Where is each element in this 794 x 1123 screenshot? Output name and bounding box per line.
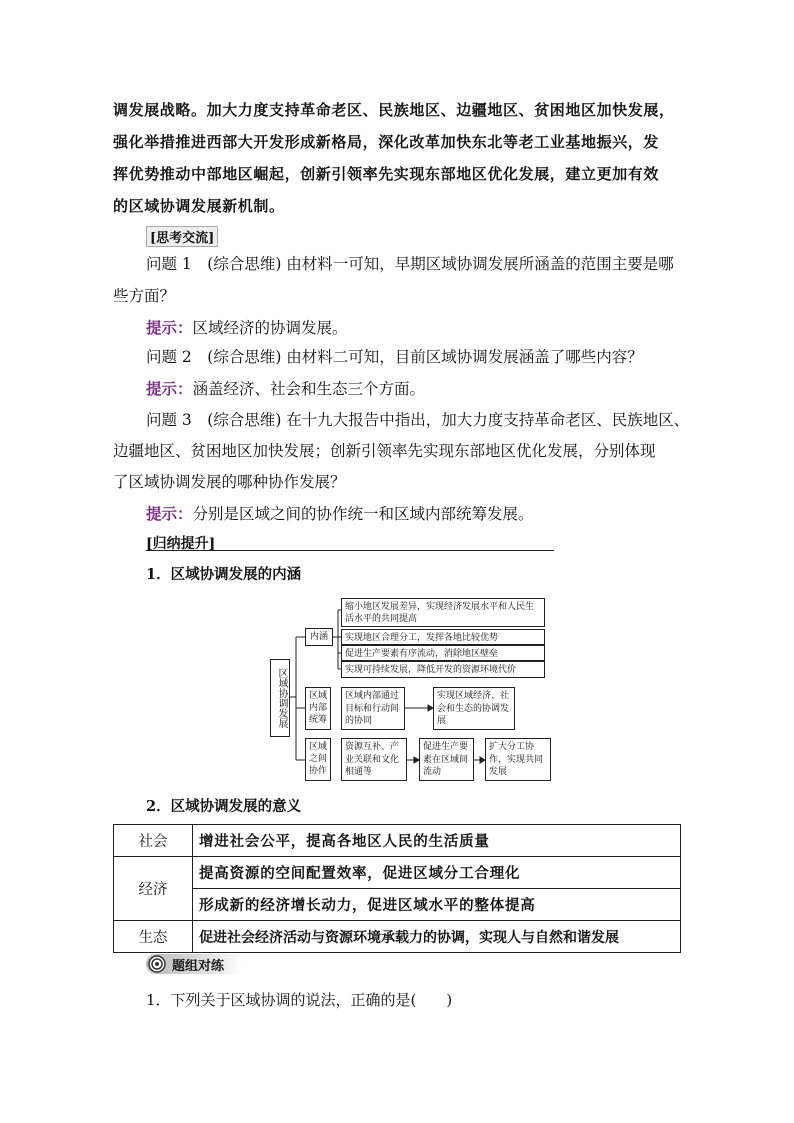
practice-badge-label: 题组对练 — [172, 959, 225, 974]
table-row — [114, 825, 681, 857]
intro-line: 的区域协调发展新机制。 — [113, 197, 285, 215]
diagram-item: 促进生产要素有序流动，消除地区壁垒 — [341, 645, 545, 661]
hint-label: 提示： — [146, 504, 193, 523]
hint-1 — [146, 316, 348, 338]
summary-tag: [归纳提升] — [146, 536, 216, 552]
table-cell-text: 形成新的经济增长动力，促进区域水平的整体提高 — [193, 889, 681, 921]
question-3-cont: 了区域协调发展的哪种协作发展？ — [113, 473, 346, 491]
question-2: 问题 2 (综合思维) 由材料二可知，目前区域协调发展涵盖了哪些内容？ — [146, 348, 643, 366]
hint-3 — [146, 502, 534, 524]
diagram-between-flow: 促进生产要素在区域间流动 — [419, 738, 474, 781]
diagram-item: 缩小地区发展差异，实现经济发展水平和人民生活水平的共同提高 — [341, 598, 545, 627]
table-cell-category: 生态 — [114, 921, 193, 953]
diagram-between-result: 扩大分工协作，实现共同发展 — [485, 738, 551, 781]
diagram-branch-internal: 区域内部统筹 — [305, 687, 331, 730]
hint-label: 提示： — [146, 318, 193, 337]
table-cell-category: 经济 — [114, 857, 193, 921]
hint-2 — [146, 377, 425, 399]
question-3-cont: 边疆地区、贫困地区加快发展；创新引领率先实现东部地区优化发展，分别体现 — [113, 442, 656, 460]
diagram-internal-method: 区域内部通过目标和行动间的协同 — [341, 687, 405, 730]
diagram-item: 实现地区合理分工，发挥各地比较优势 — [341, 629, 545, 645]
diagram-between-basis: 资源互补、产业关联和文化相通等 — [341, 738, 407, 781]
table-cell-text: 增进社会公平，提高各地区人民的生活质量 — [193, 825, 681, 857]
diagram-branch-between: 区域之间协作 — [305, 738, 331, 781]
hint-text: 涵盖经济、社会和生态三个方面。 — [192, 380, 426, 398]
table-cell-text: 促进社会经济活动与资源环境承载力的协调，实现人与自然和谐发展 — [193, 921, 681, 953]
table-row — [114, 889, 681, 921]
diagram-root: 区域协调发展 — [270, 659, 290, 737]
table-cell-text: 提高资源的空间配置效率，促进区域分工合理化 — [193, 857, 681, 889]
intro-paragraph — [113, 94, 683, 222]
hint-text: 分别是区域之间的协作统一和区域内部统筹发展。 — [192, 505, 534, 523]
diagram-internal-result: 实现区域经济、社会和生态的协调发展 — [433, 687, 515, 730]
summary-rule — [146, 550, 554, 551]
hint-label: 提示： — [146, 379, 193, 398]
table-row — [114, 921, 681, 953]
practice-badge — [146, 954, 242, 974]
intro-line: 强化举措推进西部大开发形成新格局，深化改革加快东北等老工业基地振兴，发 — [113, 133, 660, 151]
diagram-item: 实现可持续发展，降低开发的资源环境代价 — [341, 661, 545, 678]
diagram-branch-connotation: 内涵 — [305, 628, 333, 646]
subheading-1: 1．区域协调发展的内涵 — [146, 566, 302, 583]
subheading-2: 2．区域协调发展的意义 — [146, 798, 302, 815]
table-row — [114, 857, 681, 889]
intro-line: 挥优势推动中部地区崛起，创新引领率先实现东部地区优化发展，建立更加有效 — [113, 165, 660, 183]
intro-line: 调发展战略。加大力度支持革命老区、民族地区、边疆地区、贫困地区加快发展， — [113, 101, 675, 119]
question-3: 问题 3 (综合思维) 在十九大报告中指出，加大力度支持革命老区、民族地区、 — [146, 411, 690, 429]
question-1-cont: 些方面？ — [113, 287, 176, 305]
table-cell-category: 社会 — [114, 825, 193, 857]
question-1: 问题 1 (综合思维) 由材料一可知，早期区域协调发展所涵盖的范围主要是哪 — [146, 255, 674, 273]
practice-question-1: 1．下列关于区域协调的说法，正确的是( ) — [146, 991, 453, 1009]
think-tag: [思考交流] — [146, 226, 218, 247]
target-icon — [148, 955, 166, 973]
hint-text: 区域经济的协调发展。 — [192, 319, 348, 337]
meaning-table — [113, 824, 681, 953]
